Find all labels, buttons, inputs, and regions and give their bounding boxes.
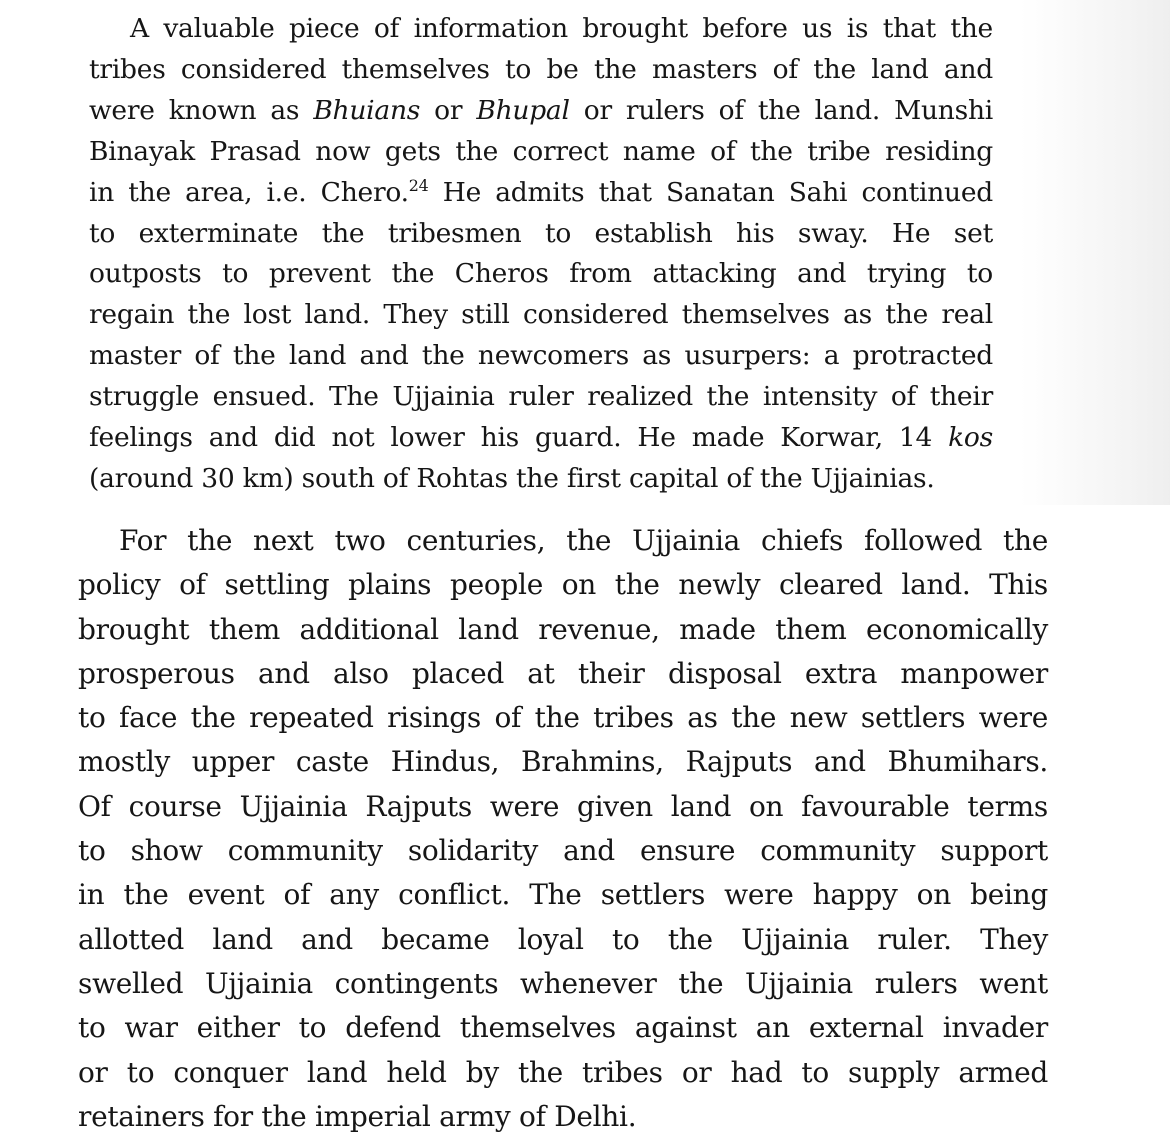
text-line: regain the lost land. They still considered themselves as the real	[89, 299, 993, 331]
paragraph-2	[78, 519, 1048, 1139]
text-line: struggle ensued. The Ujjainia ruler realized the intensity of their	[89, 381, 993, 413]
text-line: Of course Ujjainia Rajputs were given land on favourable terms	[78, 789, 1048, 823]
text-line: feelings and did not lower his guard. He made Korwar, 14 kos	[89, 422, 993, 454]
text-line: A valuable piece of information brought before us is that the	[130, 13, 993, 44]
text-line: were known as Bhuians or Bhupal or rulers of the land. Munshi	[89, 94, 993, 126]
page-edge-shadow	[1020, 0, 1170, 505]
text-line: master of the land and the newcomers as usurpers: a protracted	[89, 340, 993, 372]
footnote-marker: 24	[408, 175, 429, 195]
paragraph-1	[89, 9, 993, 500]
text-line: mostly upper caste Hindus, Brahmins, Rajputs and Bhumihars.	[78, 745, 1048, 779]
text-line: swelled Ujjainia contingents whenever the Ujjainia rulers went	[78, 966, 1048, 1000]
text-line: policy of settling plains people on the newly cleared land. This	[78, 568, 1048, 602]
text-line: Binayak Prasad now gets the correct name of the tribe residing	[89, 135, 993, 167]
text-line: For the next two centuries, the Ujjainia chiefs followed the	[119, 524, 1048, 557]
italic-term: Bhupal	[476, 94, 570, 126]
text-line: outposts to prevent the Cheros from attacking and trying to	[89, 258, 993, 290]
italic-term: Bhuians	[313, 94, 421, 126]
text-line: or to conquer land held by the tribes or had to supply armed	[78, 1055, 1048, 1089]
text-line: prosperous and also placed at their disposal extra manpower	[78, 656, 1048, 690]
text-line: to show community solidarity and ensure community support	[78, 834, 1048, 868]
text-line: in the event of any conflict. The settlers were happy on being	[78, 878, 1048, 912]
text-line: brought them additional land revenue, made them economically	[78, 612, 1048, 646]
text-line: to face the repeated risings of the tribes as the new settlers were	[78, 701, 1048, 735]
text-line: to exterminate the tribesmen to establish his sway. He set	[89, 217, 993, 249]
text-line: in the area, i.e. Chero.$^{24}$ He admits that Sanatan Sahi continued	[89, 175, 993, 208]
text-line: tribes considered themselves to be the masters of the land and	[89, 53, 993, 85]
text-line: allotted land and became loyal to the Ujjainia ruler. They	[78, 922, 1048, 956]
text-line: to war either to defend themselves against an external invader	[78, 1011, 1048, 1045]
text-line: retainers for the imperial army of Delhi.	[78, 1099, 637, 1133]
text-line: (around 30 km) south of Rohtas the first capital of the Ujjainias.	[89, 462, 935, 494]
italic-term: kos	[948, 422, 993, 454]
